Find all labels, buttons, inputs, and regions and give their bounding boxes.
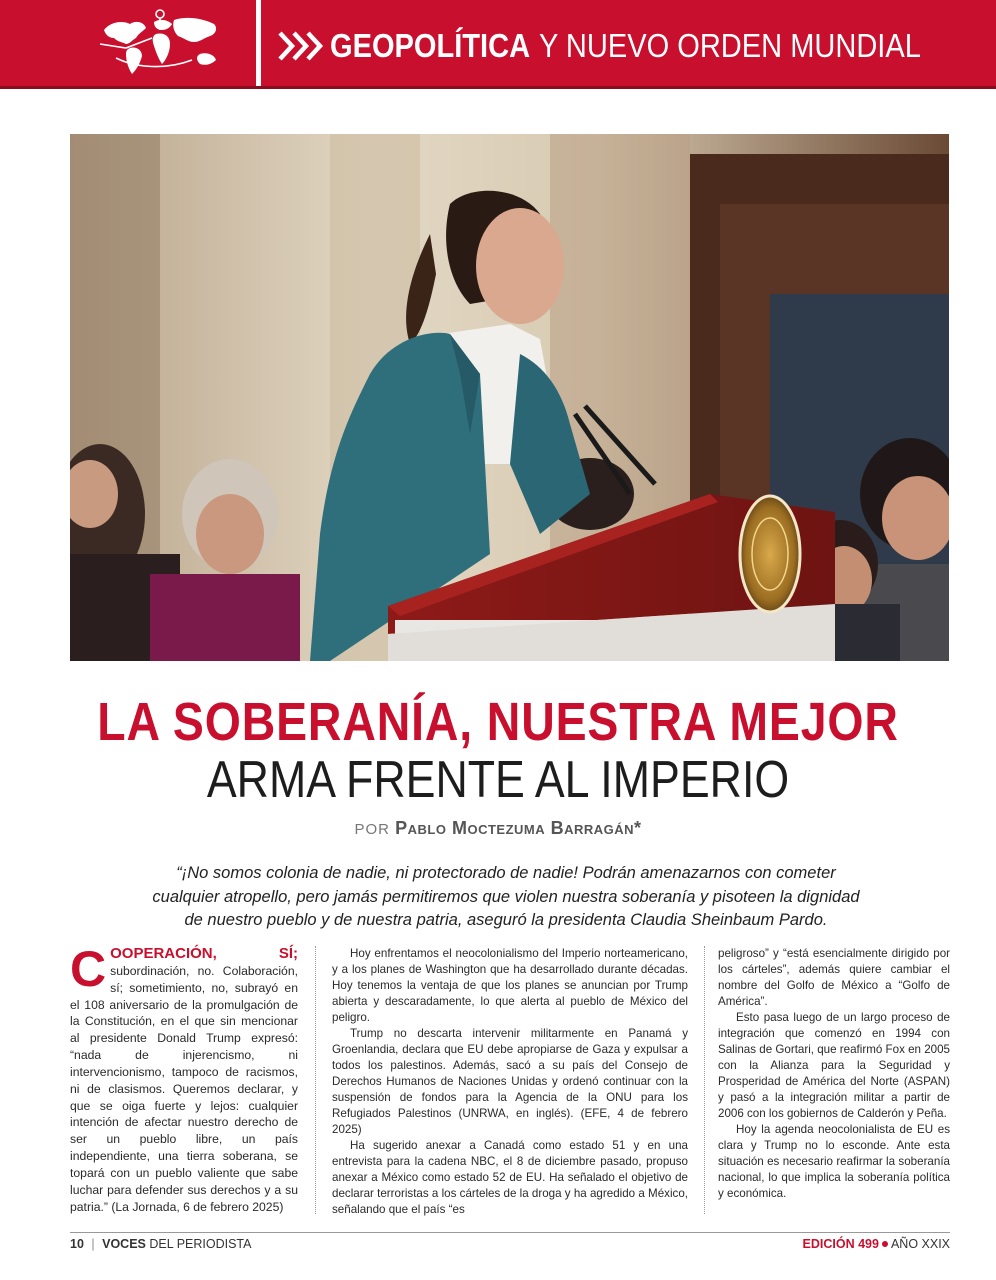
article-column-2 (332, 946, 688, 1218)
pull-quote: “¡No somos colonia de nadie, ni protectorado de nadie! Podrán amenazarnos con cometer cualquier atropello, pero jamás permitiremos que violen nuestra soberanía y pisoteen la dignidad de nuestro pueblo y de nuestra patria, aseguró la presidenta Claudia Sheinbaum Pardo. (152, 864, 860, 929)
column-2-paragraph-1: Hoy enfrentamos el neocolonialismo del Imperio norteamericano, y a los planes de Washington que ha desarrollado durante décadas. Hoy tenemos la ventaja de que los planes se anuncian por Trump abierta y descaradamente, lo que alerta al pueblo de México del peligro. (332, 947, 688, 1025)
section-title-bold: GEOPOLÍTICA (330, 27, 531, 64)
column-2-paragraph-3: Ha sugerido anexar a Canadá como estado 51 y en una entrevista para la cadena NBC, el 8 de diciembre pasado, propuso anexar a México como estado 52 de EU. Ha señalado el objetivo de declarar terroristas a los cárteles de la droga y ha agredido a México, señalando que el país “es (332, 1139, 688, 1217)
article-column-3 (718, 946, 950, 1202)
headline-line-1: LA SOBERANÍA, NUESTRA MEJOR (97, 692, 899, 752)
headline-line-2: ARMA FRENTE AL IMPERIO (206, 751, 790, 809)
header-divider (256, 0, 261, 86)
bullet-dot-icon (882, 1241, 888, 1247)
header-shadow-rule (0, 86, 996, 89)
footer-folio (70, 1237, 251, 1251)
section-title-light: Y NUEVO ORDEN MUNDIAL (539, 27, 922, 64)
president-at-podium-photo (70, 134, 949, 661)
footer-separator: | (91, 1237, 95, 1251)
article-headline (0, 690, 996, 808)
column-3-paragraph-3: Hoy la agenda neocolonialista de EU es clara y Trump no lo esconde. Ante esta situación es necesario reafirmar la soberanía nacional, lo que implica la soberanía política y económica. (718, 1123, 950, 1201)
year-label: AÑO XXIX (890, 1237, 950, 1251)
section-header-band (0, 0, 996, 86)
edition-label: EDICIÓN 499 (802, 1237, 879, 1251)
column-separator (315, 946, 316, 1214)
page-number: 10 (70, 1237, 84, 1251)
footer-rule (70, 1232, 950, 1233)
double-chevron-icon (276, 29, 326, 63)
column-2-paragraph-2: Trump no descarta intervenir militarmente en Panamá y Groenlandia, declara que EU debe apropiarse de Gaza y expulsar a todos los palestinos. Además, sacó a su país del Consejo de Derechos Humanos de Naciones Unidas y ordenó continuar con la suspensión de fondos para la Agencia de la ONU para los Refugiados Palestinos (UNRWA, en inglés). (EFE, 4 de febrero 2025) (332, 1027, 688, 1137)
world-map-icon (96, 8, 226, 80)
column-separator (704, 946, 705, 1214)
magazine-name-bold: VOCES (102, 1237, 146, 1251)
byline (0, 818, 996, 839)
column-1-text: subordinación, no. Colaboración, sí; sometimiento, no, subrayó en el 108 aniversario de la promulgación de la Constitución, en el que sin mencionar al presidente Donald Trump expresó: “nada de injerencismo, ni intervencionismo, tampoco de racismos, ni de clasismos. Queremos declarar, y que se oiga fuerte y lejos: cualquier intención de afectar nuestro derecho de ser un pueblo libre, un país independiente, una tierra soberana, se topará con un pueblo valiente que sabe luchar para defender sus derechos y a su patria.” (La Jornada, 6 de febrero 2025) (70, 963, 298, 1214)
magazine-name-rest: DEL PERIODISTA (149, 1237, 252, 1251)
article-column-1 (70, 941, 298, 1216)
byline-author: Pablo Moctezuma Barragán* (395, 818, 642, 838)
column-1-paragraph (70, 941, 298, 1216)
byline-prefix: POR (354, 821, 390, 838)
column-3-paragraph-2: Esto pasa luego de un largo proceso de integración que comenzó en 1994 con Salinas de Gortari, que reafirmó Fox en 2005 con la Alianza para la Seguridad y Prosperidad de América del Norte (ASPAN) y pasó a la integración militar a partir de 2006 con los gobiernos de Calderón y Peña. (718, 1011, 950, 1121)
footer-edition (803, 1237, 950, 1251)
lead-in: OOPERACIÓN, SÍ; (110, 945, 298, 962)
drop-cap: C (70, 941, 107, 997)
section-title (276, 22, 973, 70)
column-3-paragraph-1: peligroso” y “está esencialmente dirigido por los cárteles”, además quiere cambiar el nombre del Golfo de México a “Golfo de América”. (718, 947, 950, 1009)
